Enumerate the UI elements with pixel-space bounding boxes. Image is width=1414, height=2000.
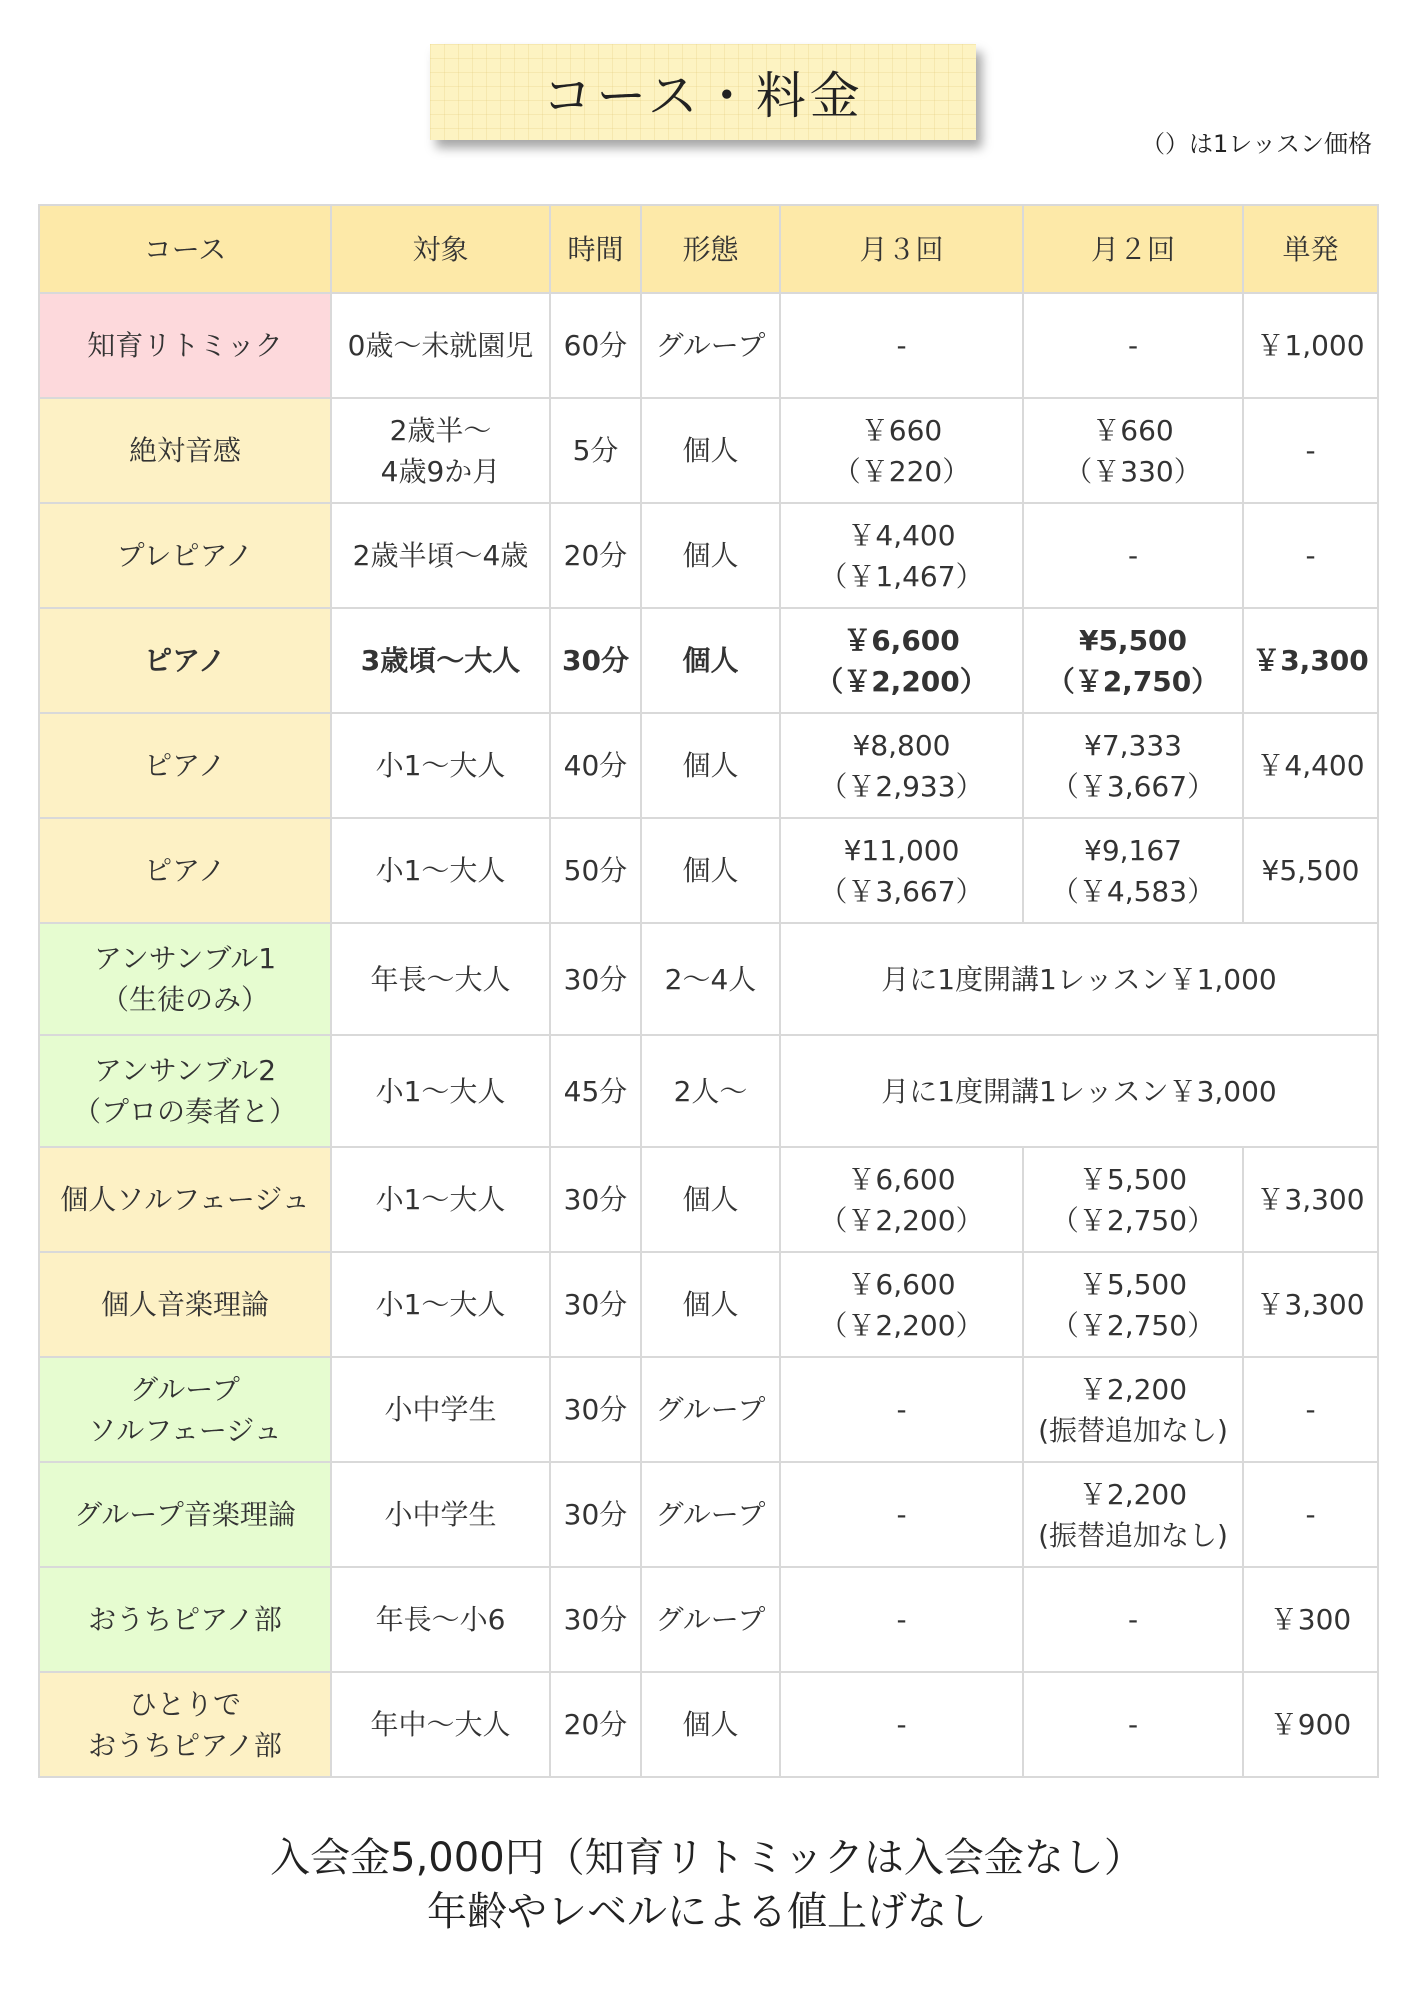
course-cell-line: グループ音楽理論 — [74, 1498, 296, 1531]
table-row — [39, 923, 1378, 1035]
monthly-3-cell-line: （￥3,667） — [819, 874, 984, 908]
monthly-2-cell — [1023, 1462, 1243, 1567]
monthly-2-cell — [1023, 713, 1243, 818]
monthly-2-cell-line: (振替追加なし) — [1038, 1518, 1228, 1552]
monthly-2-cell-line: (振替追加なし) — [1038, 1413, 1228, 1447]
table-row — [39, 1672, 1378, 1777]
monthly-2-cell — [1023, 503, 1243, 608]
target-cell — [331, 398, 550, 503]
course-cell — [39, 1357, 331, 1462]
course-cell-line: ピアノ — [144, 644, 226, 677]
monthly-3-cell-line: ￥6,600 — [843, 623, 960, 657]
form-cell: 個人 — [641, 398, 780, 503]
monthly-3-cell-line: ￥4,400 — [847, 518, 956, 552]
single-cell: ￥300 — [1243, 1567, 1378, 1672]
course-cell-line: グループ — [130, 1372, 240, 1406]
time-cell: 30分 — [550, 1357, 641, 1462]
target-cell-line: 年中〜大人 — [370, 1708, 511, 1741]
monthly-3-cell-line: ￥660 — [860, 413, 943, 447]
course-cell-line: ピアノ — [144, 854, 226, 887]
monthly-2-cell-line: （￥2,750） — [1050, 1308, 1216, 1342]
time-cell: 30分 — [550, 923, 641, 1035]
monthly-3-cell-line: （￥1,467） — [819, 559, 984, 593]
time-cell: 20分 — [550, 1672, 641, 1777]
monthly-2-cell-line: ¥5,500 — [1078, 623, 1188, 657]
form-cell: 個人 — [641, 818, 780, 923]
course-cell — [39, 503, 331, 608]
single-cell: - — [1243, 398, 1378, 503]
table-row — [39, 1147, 1378, 1252]
table-row — [39, 608, 1378, 713]
target-cell — [331, 1672, 550, 1777]
monthly-3-cell — [780, 1357, 1023, 1462]
monthly-2-cell — [1023, 1567, 1243, 1672]
course-cell — [39, 923, 331, 1035]
header-single: 単発 — [1243, 205, 1378, 293]
time-cell: 45分 — [550, 1035, 641, 1147]
monthly-2-cell-line: ￥5,500 — [1078, 1267, 1188, 1301]
target-cell-line: 3歳頃〜大人 — [360, 644, 521, 677]
course-cell — [39, 1252, 331, 1357]
course-cell — [39, 398, 331, 503]
course-cell — [39, 1462, 331, 1567]
form-cell: グループ — [641, 293, 780, 398]
course-cell — [39, 608, 331, 713]
header-monthly-3: 月３回 — [780, 205, 1023, 293]
monthly-3-cell-line: ¥8,800 — [852, 728, 951, 762]
single-cell: ￥3,300 — [1243, 1147, 1378, 1252]
monthly-3-cell-line: （￥2,200） — [819, 1308, 984, 1342]
monthly-3-cell-line: （￥2,933） — [819, 769, 984, 803]
monthly-3-cell-line: - — [896, 329, 907, 362]
course-cell — [39, 1672, 331, 1777]
time-cell: 60分 — [550, 293, 641, 398]
target-cell-line: 小中学生 — [384, 1498, 497, 1531]
target-cell-line: 小1〜大人 — [375, 854, 506, 887]
target-cell-line: 2歳半〜 — [389, 413, 492, 447]
form-cell: 個人 — [641, 503, 780, 608]
target-cell — [331, 818, 550, 923]
monthly-2-cell-line: ￥5,500 — [1078, 1162, 1188, 1196]
monthly-3-cell-line: （￥220） — [832, 454, 971, 488]
target-cell — [331, 923, 550, 1035]
course-cell-line: ソルフェージュ — [88, 1413, 282, 1447]
monthly-2-cell — [1023, 818, 1243, 923]
admission-fee-text: 入会金5,000円（知育リトミックは入会金なし） — [270, 1835, 1144, 1881]
single-cell: ￥900 — [1243, 1672, 1378, 1777]
target-cell — [331, 1357, 550, 1462]
header-target: 対象 — [331, 205, 550, 293]
course-cell-line: アンサンブル2 — [93, 1054, 277, 1087]
time-cell: 20分 — [550, 503, 641, 608]
target-cell-line: 小1〜大人 — [375, 1183, 506, 1216]
table-row — [39, 1252, 1378, 1357]
course-cell-line: プレピアノ — [116, 539, 254, 572]
single-cell: ￥3,300 — [1243, 608, 1378, 713]
course-cell — [39, 293, 331, 398]
form-cell: グループ — [641, 1567, 780, 1672]
monthly-2-cell-line: （￥330） — [1064, 454, 1202, 488]
course-cell-line: アンサンブル1 — [93, 942, 277, 975]
monthly-3-cell — [780, 608, 1023, 713]
course-cell — [39, 818, 331, 923]
monthly-3-cell-line: （￥2,200） — [815, 664, 988, 698]
single-cell: - — [1243, 1357, 1378, 1462]
target-cell — [331, 608, 550, 713]
course-cell — [39, 1147, 331, 1252]
course-cell-line: ひとりで — [128, 1687, 241, 1721]
table-row — [39, 818, 1378, 923]
monthly-2-cell — [1023, 1357, 1243, 1462]
target-cell-line: 0歳〜未就園児 — [347, 329, 534, 362]
course-cell — [39, 1035, 331, 1147]
form-cell: 個人 — [641, 608, 780, 713]
monthly-2-cell-line: ¥7,333 — [1084, 728, 1182, 762]
target-cell — [331, 503, 550, 608]
monthly-3-cell — [780, 1567, 1023, 1672]
monthly-3-cell — [780, 293, 1023, 398]
monthly-2-cell — [1023, 293, 1243, 398]
monthly-2-cell-line: - — [1127, 1603, 1139, 1636]
no-price-increase-text: 年齢やレベルによる値上げなし — [427, 1889, 987, 1935]
monthly-3-cell — [780, 503, 1023, 608]
time-cell: 30分 — [550, 1252, 641, 1357]
target-cell-line: 年長〜小6 — [375, 1603, 506, 1636]
page-title: コース・料金 — [430, 44, 976, 140]
target-cell-line: 4歳9か月 — [380, 454, 501, 488]
monthly-2-cell-line: ￥2,200 — [1078, 1477, 1188, 1511]
monthly-2-cell-line: ￥660 — [1092, 413, 1174, 447]
course-cell-line: （プロの奏者と） — [72, 1095, 297, 1128]
form-cell: 個人 — [641, 1252, 780, 1357]
monthly-2-cell-line: （￥3,667） — [1050, 769, 1216, 803]
table-row — [39, 713, 1378, 818]
target-cell — [331, 1147, 550, 1252]
header-course: コース — [39, 205, 331, 293]
course-cell — [39, 713, 331, 818]
table-row — [39, 1462, 1378, 1567]
course-cell-line: （生徒のみ） — [100, 983, 269, 1016]
single-cell: ￥1,000 — [1243, 293, 1378, 398]
monthly-note-cell: 月に1度開講1レッスン￥1,000 — [780, 923, 1378, 1035]
monthly-3-cell — [780, 1672, 1023, 1777]
monthly-note-cell: 月に1度開講1レッスン￥3,000 — [780, 1035, 1378, 1147]
course-cell-line: 個人ソルフェージュ — [60, 1183, 310, 1216]
course-cell-line: ピアノ — [144, 749, 226, 782]
course-cell-line: 個人音楽理論 — [100, 1288, 269, 1321]
monthly-2-cell — [1023, 608, 1243, 713]
time-cell: 30分 — [550, 1567, 641, 1672]
monthly-2-cell-line: - — [1127, 329, 1139, 362]
target-cell — [331, 713, 550, 818]
table-row — [39, 398, 1378, 503]
monthly-2-cell-line: - — [1127, 539, 1139, 572]
monthly-3-cell-line: ￥6,600 — [847, 1267, 956, 1301]
time-cell: 30分 — [550, 1147, 641, 1252]
form-cell: 個人 — [641, 713, 780, 818]
monthly-2-cell-line: ￥2,200 — [1078, 1372, 1188, 1406]
table-row — [39, 503, 1378, 608]
monthly-2-cell-line: - — [1127, 1708, 1139, 1741]
target-cell-line: 2歳半頃〜4歳 — [352, 539, 529, 572]
monthly-2-cell — [1023, 398, 1243, 503]
monthly-2-cell — [1023, 1147, 1243, 1252]
monthly-3-cell-line: - — [896, 1498, 907, 1531]
monthly-2-cell-line: （￥2,750） — [1050, 1203, 1216, 1237]
course-cell-line: おうちピアノ部 — [88, 1603, 282, 1636]
monthly-3-cell — [780, 1252, 1023, 1357]
form-cell: 2人〜 — [641, 1035, 780, 1147]
target-cell-line: 小中学生 — [384, 1393, 497, 1426]
time-cell: 50分 — [550, 818, 641, 923]
course-cell-line: 知育リトミック — [87, 329, 283, 362]
target-cell-line: 小1〜大人 — [375, 1288, 506, 1321]
monthly-3-cell — [780, 1462, 1023, 1567]
single-cell: ￥3,300 — [1243, 1252, 1378, 1357]
target-cell-line: 小1〜大人 — [375, 749, 506, 782]
time-cell: 30分 — [550, 608, 641, 713]
form-cell: 個人 — [641, 1672, 780, 1777]
time-cell: 40分 — [550, 713, 641, 818]
monthly-3-cell-line: - — [896, 1603, 907, 1636]
course-cell-line: おうちピアノ部 — [88, 1728, 282, 1762]
form-cell: 個人 — [641, 1147, 780, 1252]
monthly-3-cell — [780, 398, 1023, 503]
header-form: 形態 — [641, 205, 780, 293]
single-cell: ¥5,500 — [1243, 818, 1378, 923]
monthly-3-cell — [780, 1147, 1023, 1252]
monthly-2-cell-line: （￥2,750） — [1046, 664, 1220, 698]
table-row — [39, 1357, 1378, 1462]
header-time: 時間 — [550, 205, 641, 293]
course-cell — [39, 1567, 331, 1672]
target-cell — [331, 1567, 550, 1672]
time-cell: 30分 — [550, 1462, 641, 1567]
monthly-2-cell — [1023, 1252, 1243, 1357]
monthly-2-cell — [1023, 1672, 1243, 1777]
target-cell — [331, 1252, 550, 1357]
course-cell-line: 絶対音感 — [128, 434, 241, 467]
table-row — [39, 293, 1378, 398]
price-note: （）は1レッスン価格 — [1140, 130, 1372, 158]
monthly-3-cell-line: - — [896, 1708, 907, 1741]
monthly-3-cell-line: ¥11,000 — [843, 833, 960, 867]
single-cell: ￥4,400 — [1243, 713, 1378, 818]
monthly-3-cell — [780, 818, 1023, 923]
monthly-3-cell-line: （￥2,200） — [819, 1203, 984, 1237]
target-cell — [331, 293, 550, 398]
course-price-table — [38, 204, 1379, 1778]
monthly-2-cell-line: （￥4,583） — [1050, 874, 1216, 908]
time-cell: 5分 — [550, 398, 641, 503]
target-cell-line: 小1〜大人 — [375, 1074, 506, 1108]
form-cell: グループ — [641, 1462, 780, 1567]
single-cell: - — [1243, 1462, 1378, 1567]
form-cell: 2〜4人 — [641, 923, 780, 1035]
target-cell — [331, 1035, 550, 1147]
monthly-3-cell — [780, 713, 1023, 818]
target-cell-line: 年長〜大人 — [370, 962, 511, 996]
table-row — [39, 1567, 1378, 1672]
table-header-row — [39, 205, 1378, 293]
header-monthly-2: 月２回 — [1023, 205, 1243, 293]
single-cell: - — [1243, 503, 1378, 608]
monthly-2-cell-line: ¥9,167 — [1084, 833, 1182, 867]
table-row — [39, 1035, 1378, 1147]
monthly-3-cell-line: ￥6,600 — [847, 1162, 956, 1196]
target-cell — [331, 1462, 550, 1567]
monthly-3-cell-line: - — [896, 1393, 907, 1426]
form-cell: グループ — [641, 1357, 780, 1462]
